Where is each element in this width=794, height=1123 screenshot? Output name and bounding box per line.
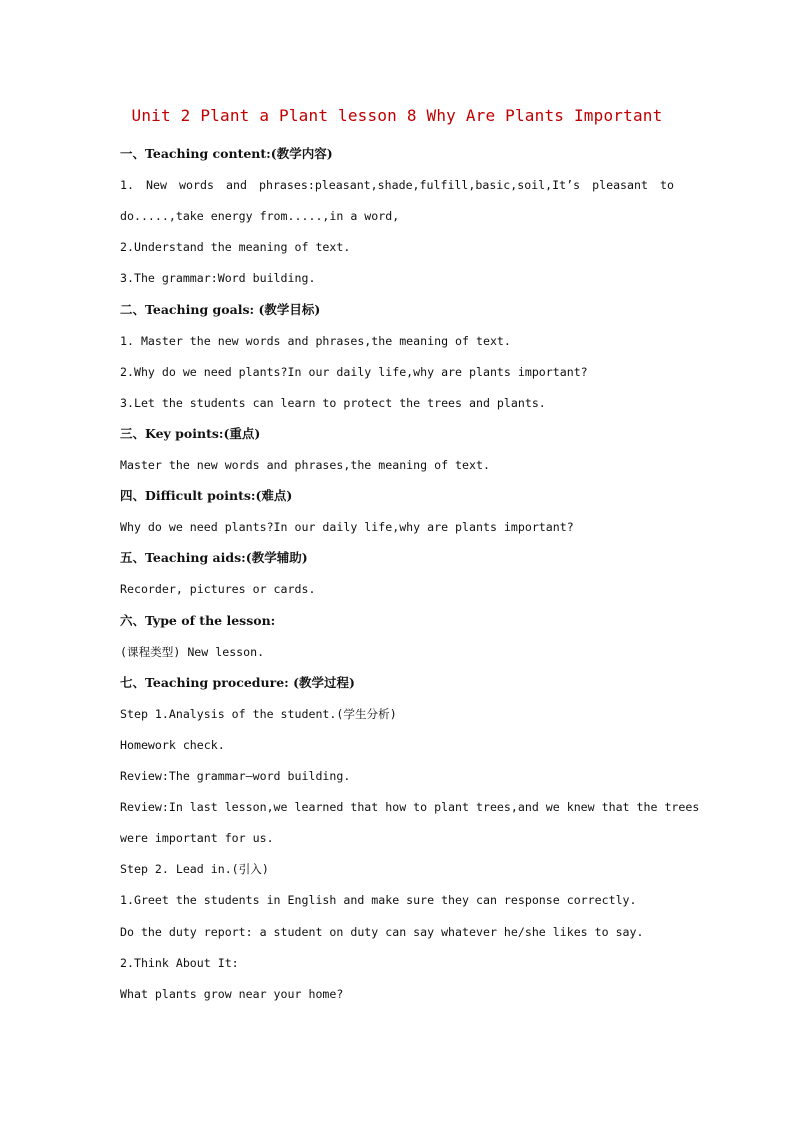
body-text-line: 2.Think About It: <box>120 955 239 970</box>
body-text-line: Review:The grammar—word building. <box>120 769 351 783</box>
body-text-line: Review:In last lesson,we learned that how to plant trees,and we knew that the trees <box>120 800 700 815</box>
section-heading: 三、Key points:(重点) <box>120 425 261 441</box>
body-text-line: do.....,take energy from.....,in a word, <box>120 209 400 224</box>
section-heading: 七、Teaching procedure: (教学过程) <box>120 674 355 690</box>
body-text-line: 3.The grammar:Word building. <box>120 271 316 286</box>
section-heading: 六、Type of the lesson: <box>120 612 276 628</box>
body-text-line: (课程类型) New lesson. <box>120 644 265 659</box>
body-text-line: Why do we need plants?In our daily life,why are plants important? <box>120 520 574 535</box>
body-text-line: 3.Let the students can learn to protect the trees and plants. <box>120 395 546 410</box>
body-text-line: were important for us. <box>120 831 274 846</box>
section-heading: 二、Teaching goals: (教学目标) <box>120 301 321 317</box>
body-text-line: Step 2. Lead in.(引入) <box>120 862 269 877</box>
section-heading: 四、Difficult points:(难点) <box>120 488 293 504</box>
body-text-line: What plants grow near your home? <box>120 986 344 1001</box>
section-heading: 一、Teaching content:(教学内容) <box>120 146 333 161</box>
body-text-line: Step 1.Analysis of the student.(学生分析) <box>120 706 397 721</box>
body-text-line: 1.Greet the students in English and make sure they can response correctly. <box>120 893 637 908</box>
body-text-line: Homework check. <box>120 737 225 752</box>
body-text-line: 2.Why do we need plants?In our daily life,why are plants important? <box>120 364 588 379</box>
body-text-line: Recorder, pictures or cards. <box>120 582 316 597</box>
document-title: Unit 2 Plant a Plant lesson 8 Why Are Plants Important <box>131 106 663 125</box>
body-text-line: Master the new words and phrases,the meaning of text. <box>120 458 490 472</box>
body-text-line: Do the duty report: a student on duty can say whatever he/she likes to say. <box>120 924 644 939</box>
body-text-line: 2.Understand the meaning of text. <box>120 240 351 255</box>
body-text-line: 1. Master the new words and phrases,the meaning of text. <box>120 333 511 348</box>
section-heading: 五、Teaching aids:(教学辅助) <box>120 550 308 566</box>
body-text-line: 1. New words and phrases:pleasant,shade,fulfill,basic,soil,It’s pleasant to <box>120 178 674 193</box>
